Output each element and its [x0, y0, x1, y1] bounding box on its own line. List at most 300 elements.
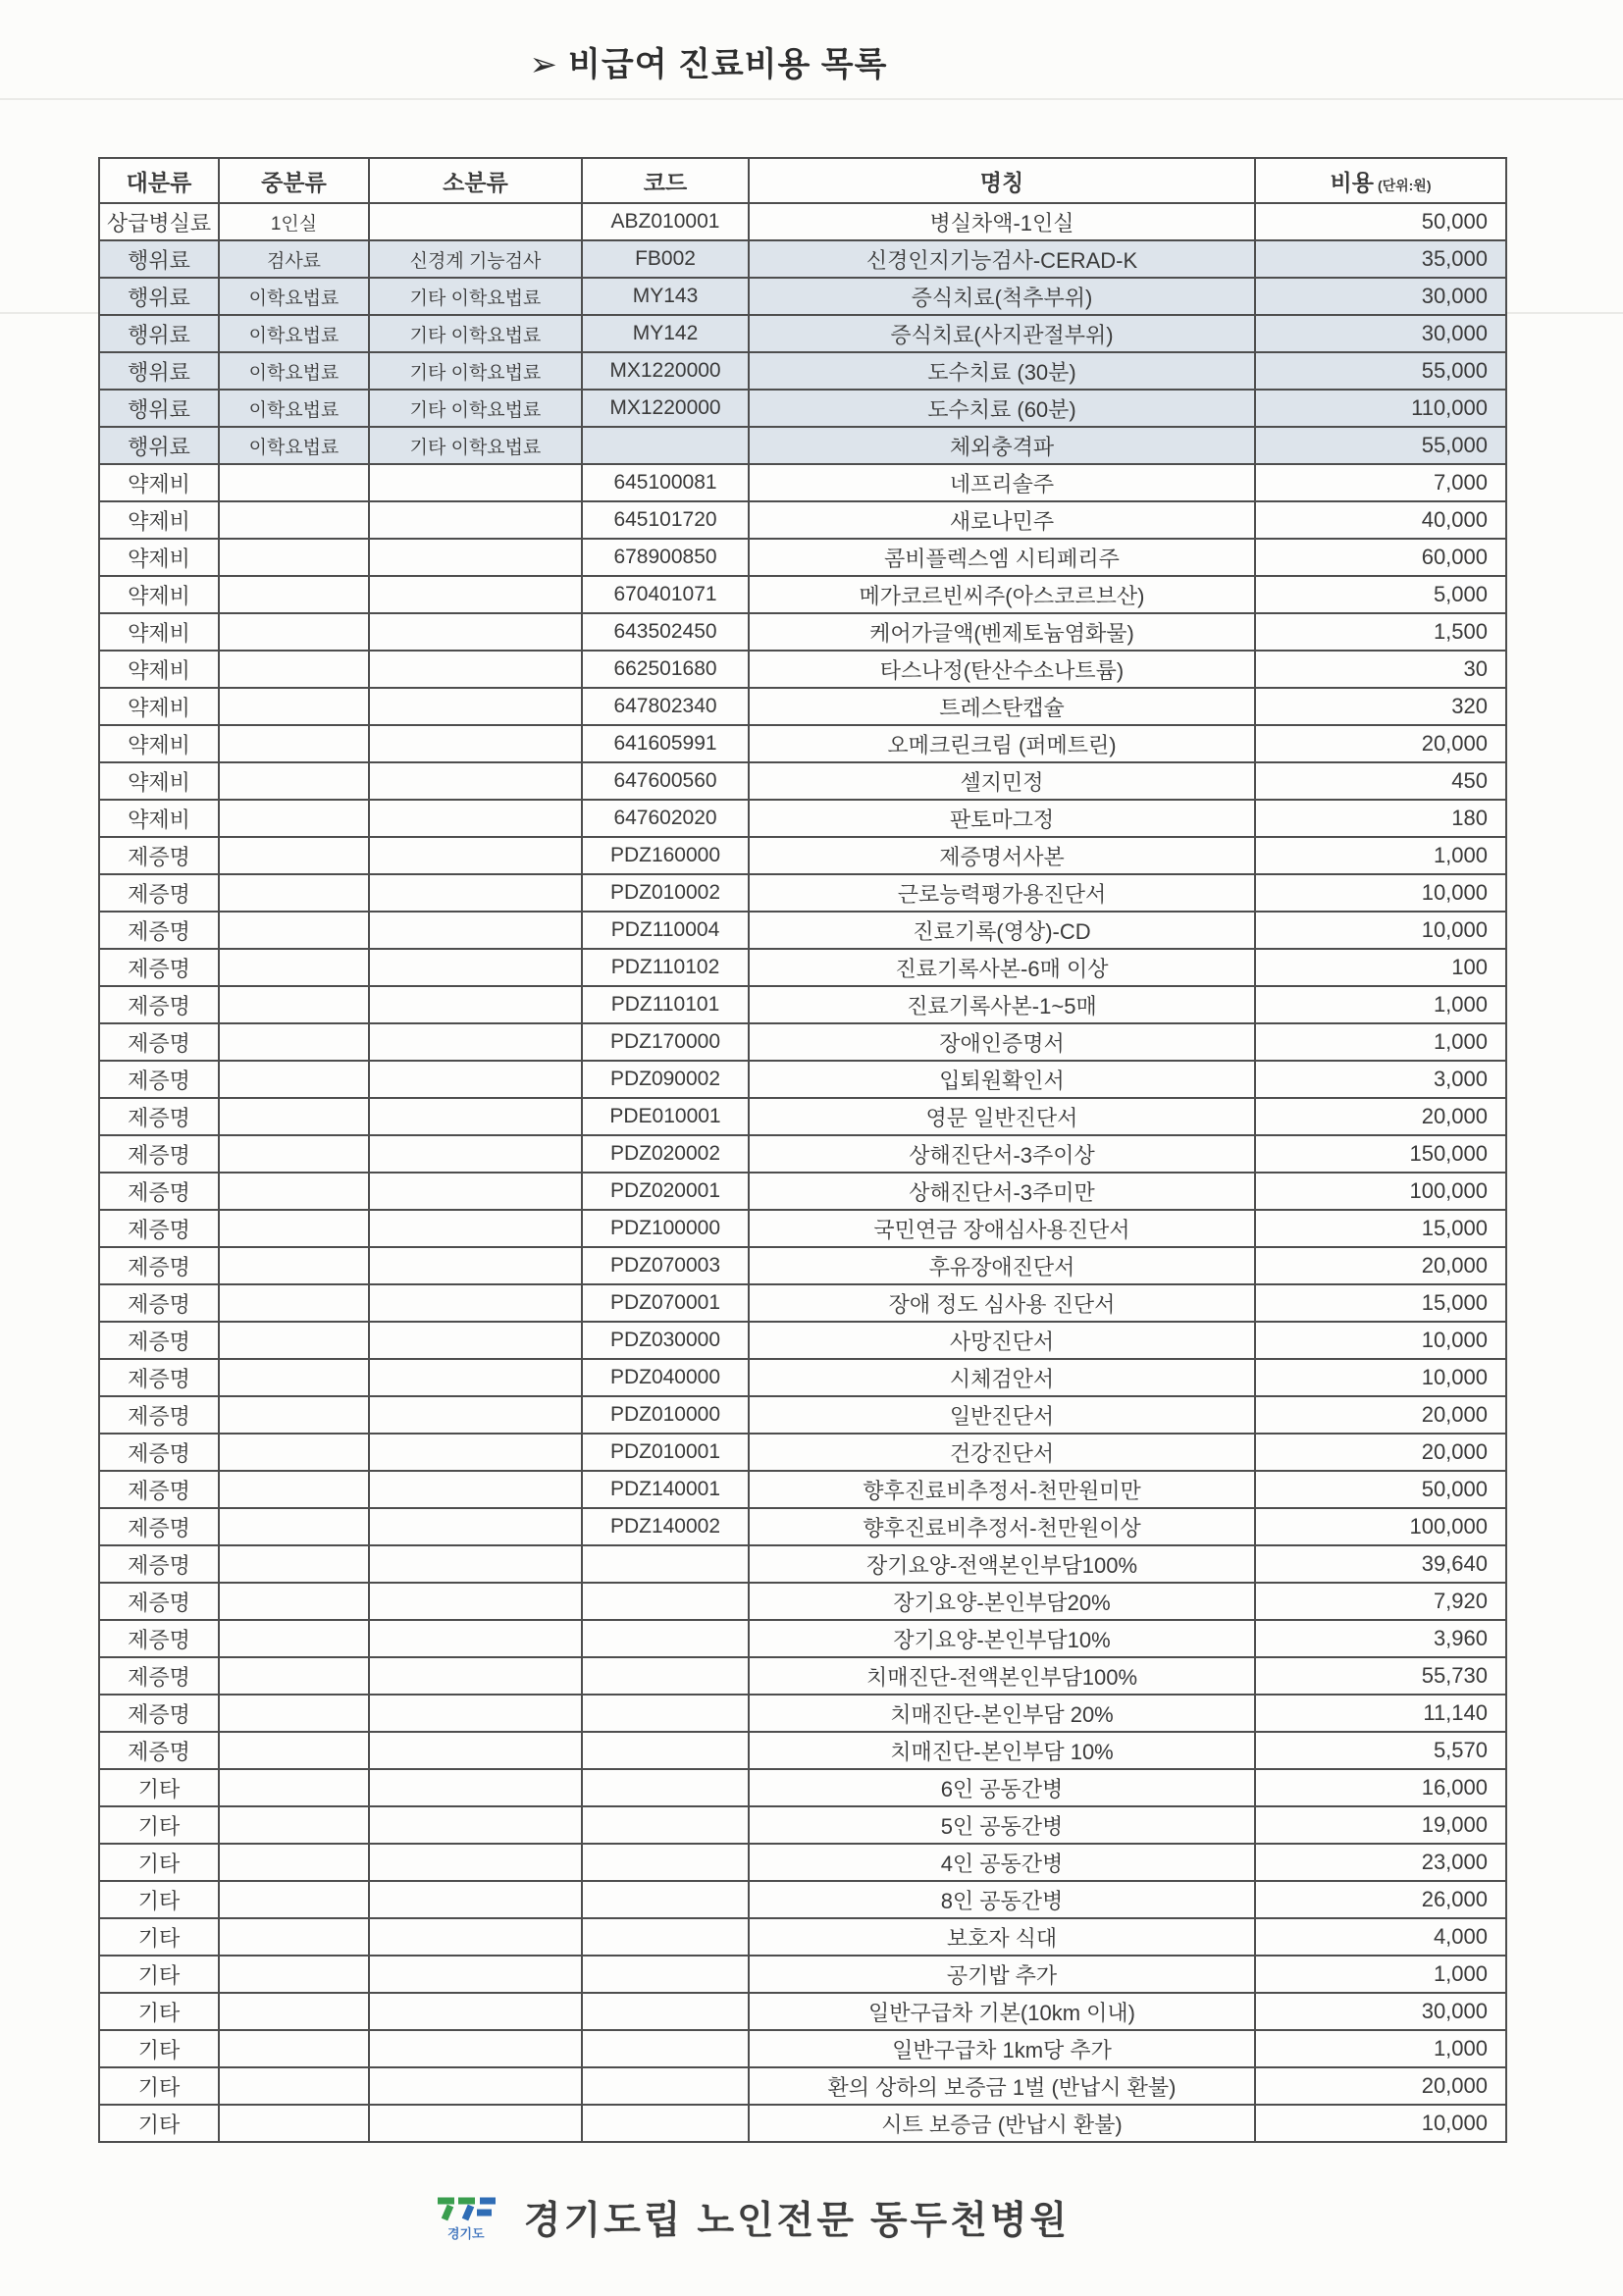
- cell-code: PDZ070001: [582, 1284, 749, 1322]
- cell-cost: 5,000: [1255, 576, 1506, 613]
- cell-category-sub: [369, 1657, 582, 1695]
- cell-category-major: 약제비: [99, 762, 219, 800]
- table-row: [99, 278, 1506, 315]
- cell-category-sub: [369, 1359, 582, 1396]
- header-code: 코드: [582, 158, 749, 203]
- cell-category-middle: [219, 539, 369, 576]
- cell-category-middle: [219, 912, 369, 949]
- cell-cost: 55,000: [1255, 427, 1506, 464]
- cell-category-major: 기타: [99, 1956, 219, 1993]
- cell-category-sub: [369, 1471, 582, 1508]
- cell-code: ABZ010001: [582, 203, 749, 240]
- cell-category-sub: 기타 이학요법료: [369, 427, 582, 464]
- cell-category-middle: [219, 1508, 369, 1545]
- cell-category-major: 제증명: [99, 1396, 219, 1434]
- cell-category-middle: 1인실: [219, 203, 369, 240]
- page-title: [0, 0, 1520, 85]
- cell-category-major: 약제비: [99, 464, 219, 501]
- cell-name: 상해진단서-3주미만: [749, 1173, 1255, 1210]
- cell-category-middle: [219, 1620, 369, 1657]
- table-row: [99, 1322, 1506, 1359]
- table-row: [99, 352, 1506, 390]
- hospital-name: 경기도립 노인전문 동두천병원: [523, 2200, 1071, 2242]
- cell-category-sub: [369, 986, 582, 1023]
- cell-category-middle: [219, 501, 369, 539]
- cell-category-middle: [219, 1583, 369, 1620]
- cell-cost: 1,000: [1255, 1023, 1506, 1061]
- cell-name: 5인 공동간병: [749, 1806, 1255, 1844]
- table-header-row: [99, 158, 1506, 203]
- cell-category-sub: [369, 1881, 582, 1918]
- table-row: [99, 1620, 1506, 1657]
- cell-name: 국민연금 장애심사용진단서: [749, 1210, 1255, 1247]
- cell-category-sub: [369, 874, 582, 912]
- table-row: [99, 576, 1506, 613]
- cell-cost: 30,000: [1255, 278, 1506, 315]
- cell-cost: 1,500: [1255, 613, 1506, 651]
- cell-name: 시체검안서: [749, 1359, 1255, 1396]
- cell-cost: 1,000: [1255, 837, 1506, 874]
- cell-name: 사망진단서: [749, 1322, 1255, 1359]
- table-row: [99, 986, 1506, 1023]
- cell-name: 치매진단-본인부담 10%: [749, 1732, 1255, 1769]
- table-row: [99, 2067, 1506, 2105]
- header-cost: 비용 (단위:원): [1255, 158, 1506, 203]
- cell-category-middle: [219, 1210, 369, 1247]
- cell-code: [582, 1583, 749, 1620]
- table-row: [99, 1359, 1506, 1396]
- cell-code: [582, 1956, 749, 1993]
- cell-cost: 100,000: [1255, 1173, 1506, 1210]
- cell-name: 제증명서사본: [749, 837, 1255, 874]
- cell-category-middle: [219, 1359, 369, 1396]
- cell-code: [582, 2067, 749, 2105]
- cell-code: PDZ010002: [582, 874, 749, 912]
- cell-category-sub: 기타 이학요법료: [369, 315, 582, 352]
- cell-category-sub: [369, 1844, 582, 1881]
- cell-code: PDZ110101: [582, 986, 749, 1023]
- cell-category-major: 기타: [99, 1844, 219, 1881]
- cell-category-major: 상급병실료: [99, 203, 219, 240]
- cell-name: 상해진단서-3주이상: [749, 1135, 1255, 1173]
- cell-category-middle: [219, 1247, 369, 1284]
- table-row: [99, 1061, 1506, 1098]
- cell-category-middle: [219, 1657, 369, 1695]
- table-row: [99, 912, 1506, 949]
- table-row: [99, 613, 1506, 651]
- cell-cost: 20,000: [1255, 1098, 1506, 1135]
- table-row: [99, 1545, 1506, 1583]
- cell-category-major: 제증명: [99, 837, 219, 874]
- cell-name: 증식치료(사지관절부위): [749, 315, 1255, 352]
- cell-category-sub: [369, 762, 582, 800]
- cell-category-sub: [369, 539, 582, 576]
- cell-category-sub: [369, 1396, 582, 1434]
- table-row: [99, 539, 1506, 576]
- cell-name: 입퇴원확인서: [749, 1061, 1255, 1098]
- cell-category-major: 제증명: [99, 1471, 219, 1508]
- cell-category-middle: 이학요법료: [219, 315, 369, 352]
- cell-name: 새로나민주: [749, 501, 1255, 539]
- table-body: [99, 203, 1506, 2142]
- cell-cost: 1,000: [1255, 1956, 1506, 1993]
- cell-category-middle: [219, 1918, 369, 1956]
- cell-code: PDZ010000: [582, 1396, 749, 1434]
- cell-name: 병실차액-1인실: [749, 203, 1255, 240]
- table-row: [99, 1657, 1506, 1695]
- cell-cost: 3,960: [1255, 1620, 1506, 1657]
- cell-cost: 320: [1255, 688, 1506, 725]
- cell-category-sub: [369, 837, 582, 874]
- cell-category-middle: 검사료: [219, 240, 369, 278]
- cell-code: 645101720: [582, 501, 749, 539]
- cell-cost: 10,000: [1255, 874, 1506, 912]
- cell-category-middle: [219, 2030, 369, 2067]
- table-row: [99, 1993, 1506, 2030]
- cell-category-sub: [369, 613, 582, 651]
- table-row: [99, 1918, 1506, 1956]
- cell-cost: 20,000: [1255, 725, 1506, 762]
- cell-category-sub: [369, 688, 582, 725]
- cell-category-middle: [219, 1173, 369, 1210]
- gyeonggi-logo-glyph: [436, 2196, 497, 2225]
- cell-category-major: 제증명: [99, 949, 219, 986]
- cell-cost: 1,000: [1255, 2030, 1506, 2067]
- cell-category-middle: [219, 651, 369, 688]
- cell-name: 환의 상하의 보증금 1벌 (반납시 환불): [749, 2067, 1255, 2105]
- table-row: [99, 949, 1506, 986]
- cell-category-major: 제증명: [99, 1657, 219, 1695]
- table-row: [99, 2105, 1506, 2142]
- cell-category-major: 제증명: [99, 1545, 219, 1583]
- cell-category-major: 약제비: [99, 539, 219, 576]
- cell-category-major: 제증명: [99, 1508, 219, 1545]
- cell-cost: 20,000: [1255, 2067, 1506, 2105]
- cell-code: PDZ030000: [582, 1322, 749, 1359]
- cell-category-major: 제증명: [99, 986, 219, 1023]
- cell-category-major: 기타: [99, 1881, 219, 1918]
- cell-category-sub: [369, 2067, 582, 2105]
- cell-code: PDZ110102: [582, 949, 749, 986]
- cell-category-major: 약제비: [99, 725, 219, 762]
- cell-cost: 10,000: [1255, 1359, 1506, 1396]
- cell-code: MY142: [582, 315, 749, 352]
- table-row: [99, 1508, 1506, 1545]
- cell-name: 장기요양-전액본인부담100%: [749, 1545, 1255, 1583]
- cell-category-sub: [369, 1918, 582, 1956]
- cell-cost: 15,000: [1255, 1210, 1506, 1247]
- table-row: [99, 1023, 1506, 1061]
- cell-category-major: 제증명: [99, 1732, 219, 1769]
- cell-name: 4인 공동간병: [749, 1844, 1255, 1881]
- cell-category-middle: [219, 800, 369, 837]
- cell-code: PDZ110004: [582, 912, 749, 949]
- cell-cost: 39,640: [1255, 1545, 1506, 1583]
- cell-code: PDZ070003: [582, 1247, 749, 1284]
- cell-category-sub: [369, 800, 582, 837]
- cell-category-sub: [369, 1247, 582, 1284]
- cell-category-major: 기타: [99, 2030, 219, 2067]
- cell-code: PDZ100000: [582, 1210, 749, 1247]
- cell-name: 향후진료비추정서-천만원이상: [749, 1508, 1255, 1545]
- cell-category-middle: [219, 725, 369, 762]
- cell-code: [582, 1806, 749, 1844]
- cell-category-major: 제증명: [99, 1322, 219, 1359]
- cell-cost: 10,000: [1255, 912, 1506, 949]
- cell-category-middle: [219, 1732, 369, 1769]
- cell-name: 진료기록사본-6매 이상: [749, 949, 1255, 986]
- cell-category-sub: 기타 이학요법료: [369, 352, 582, 390]
- cell-category-major: 제증명: [99, 1135, 219, 1173]
- cell-cost: 180: [1255, 800, 1506, 837]
- cell-name: 신경인지기능검사-CERAD-K: [749, 240, 1255, 278]
- cell-category-sub: [369, 576, 582, 613]
- cell-category-middle: [219, 1993, 369, 2030]
- cell-cost: 7,920: [1255, 1583, 1506, 1620]
- cell-category-middle: [219, 1135, 369, 1173]
- cell-cost: 10,000: [1255, 1322, 1506, 1359]
- cell-name: 시트 보증금 (반납시 환불): [749, 2105, 1255, 2142]
- cell-name: 도수치료 (60분): [749, 390, 1255, 427]
- cell-category-major: 제증명: [99, 1061, 219, 1098]
- cell-category-major: 행위료: [99, 240, 219, 278]
- cell-category-major: 기타: [99, 2067, 219, 2105]
- cell-category-major: 행위료: [99, 390, 219, 427]
- table-row: [99, 427, 1506, 464]
- table-row: [99, 725, 1506, 762]
- footer: [0, 2190, 1564, 2245]
- header-name: 명칭: [749, 158, 1255, 203]
- table-row: [99, 390, 1506, 427]
- page-title-text: 비급여 진료비용 목록: [568, 46, 888, 83]
- cell-name: 장애 정도 심사용 진단서: [749, 1284, 1255, 1322]
- cell-category-middle: [219, 1881, 369, 1918]
- cell-code: 678900850: [582, 539, 749, 576]
- cell-category-sub: [369, 1322, 582, 1359]
- table-row: [99, 315, 1506, 352]
- cell-code: [582, 1695, 749, 1732]
- cell-category-sub: [369, 1583, 582, 1620]
- table-row: [99, 203, 1506, 240]
- table-row: [99, 874, 1506, 912]
- cell-category-major: 제증명: [99, 1098, 219, 1135]
- cell-name: 8인 공동간병: [749, 1881, 1255, 1918]
- cell-cost: 40,000: [1255, 501, 1506, 539]
- cell-name: 영문 일반진단서: [749, 1098, 1255, 1135]
- fee-table: [98, 157, 1507, 2143]
- cell-category-middle: 이학요법료: [219, 390, 369, 427]
- cell-category-sub: [369, 2105, 582, 2142]
- cell-category-major: 제증명: [99, 1359, 219, 1396]
- cell-code: 645100081: [582, 464, 749, 501]
- cell-category-sub: 신경계 기능검사: [369, 240, 582, 278]
- cell-category-sub: [369, 1956, 582, 1993]
- cell-name: 치매진단-본인부담 20%: [749, 1695, 1255, 1732]
- cell-code: [582, 1918, 749, 1956]
- cell-cost: 50,000: [1255, 203, 1506, 240]
- gyeonggi-logo-icon: [436, 2196, 497, 2240]
- cell-category-major: 제증명: [99, 1434, 219, 1471]
- table-row: [99, 1247, 1506, 1284]
- cell-name: 근로능력평가용진단서: [749, 874, 1255, 912]
- cell-code: 647802340: [582, 688, 749, 725]
- cell-category-major: 약제비: [99, 576, 219, 613]
- cell-category-sub: 기타 이학요법료: [369, 390, 582, 427]
- cell-category-major: 제증명: [99, 874, 219, 912]
- cell-category-major: 제증명: [99, 1210, 219, 1247]
- cell-category-middle: [219, 576, 369, 613]
- cell-category-sub: [369, 1620, 582, 1657]
- cell-code: PDZ020002: [582, 1135, 749, 1173]
- cell-cost: 100: [1255, 949, 1506, 986]
- cell-category-major: 제증명: [99, 1620, 219, 1657]
- table-row: [99, 1695, 1506, 1732]
- cell-category-middle: [219, 1098, 369, 1135]
- cell-category-middle: [219, 1695, 369, 1732]
- cell-category-sub: [369, 1769, 582, 1806]
- cell-category-middle: [219, 1471, 369, 1508]
- logo-caption: 경기도: [446, 2225, 485, 2241]
- cell-category-middle: [219, 2105, 369, 2142]
- cell-category-middle: [219, 1806, 369, 1844]
- cell-cost: 20,000: [1255, 1396, 1506, 1434]
- cell-name: 네프리솔주: [749, 464, 1255, 501]
- cell-code: [582, 1545, 749, 1583]
- cell-code: PDZ020001: [582, 1173, 749, 1210]
- table-row: [99, 1173, 1506, 1210]
- cell-category-sub: [369, 912, 582, 949]
- cell-category-middle: [219, 949, 369, 986]
- cell-name: 증식치료(척추부위): [749, 278, 1255, 315]
- cell-category-sub: [369, 1695, 582, 1732]
- cell-code: 641605991: [582, 725, 749, 762]
- cell-cost: 4,000: [1255, 1918, 1506, 1956]
- cell-category-major: 기타: [99, 2105, 219, 2142]
- cell-category-sub: [369, 1545, 582, 1583]
- cell-category-sub: [369, 1173, 582, 1210]
- cell-name: 일반구급차 1km당 추가: [749, 2030, 1255, 2067]
- table-row: [99, 1284, 1506, 1322]
- cell-category-major: 기타: [99, 1806, 219, 1844]
- cell-code: 647600560: [582, 762, 749, 800]
- cell-code: PDE010001: [582, 1098, 749, 1135]
- cell-name: 타스나정(탄산수소나트륨): [749, 651, 1255, 688]
- cell-category-major: 기타: [99, 1918, 219, 1956]
- cell-cost: 20,000: [1255, 1247, 1506, 1284]
- cell-category-sub: [369, 2030, 582, 2067]
- cell-category-major: 기타: [99, 1769, 219, 1806]
- cell-cost: 55,730: [1255, 1657, 1506, 1695]
- cell-cost: 26,000: [1255, 1881, 1506, 1918]
- table-row: [99, 688, 1506, 725]
- cell-category-major: 제증명: [99, 1695, 219, 1732]
- cell-category-sub: [369, 1210, 582, 1247]
- table-row: [99, 651, 1506, 688]
- cell-category-middle: 이학요법료: [219, 352, 369, 390]
- cell-category-sub: [369, 1023, 582, 1061]
- cell-cost: 30: [1255, 651, 1506, 688]
- cell-category-middle: [219, 1396, 369, 1434]
- cell-category-middle: [219, 688, 369, 725]
- cell-category-middle: [219, 1956, 369, 1993]
- cell-code: MY143: [582, 278, 749, 315]
- cell-category-sub: [369, 501, 582, 539]
- cost-unit-label: (단위:원): [1377, 177, 1432, 193]
- cell-code: 643502450: [582, 613, 749, 651]
- cell-category-major: 제증명: [99, 1284, 219, 1322]
- table-row: [99, 2030, 1506, 2067]
- cell-cost: 3,000: [1255, 1061, 1506, 1098]
- cell-category-major: 행위료: [99, 352, 219, 390]
- cell-name: 장애인증명서: [749, 1023, 1255, 1061]
- cell-cost: 110,000: [1255, 390, 1506, 427]
- cell-cost: 15,000: [1255, 1284, 1506, 1322]
- cell-category-sub: [369, 1508, 582, 1545]
- cell-code: [582, 2030, 749, 2067]
- cell-category-sub: [369, 1284, 582, 1322]
- cell-name: 진료기록사본-1~5매: [749, 986, 1255, 1023]
- cell-name: 판토마그정: [749, 800, 1255, 837]
- cell-code: [582, 1844, 749, 1881]
- cell-name: 셀지민정: [749, 762, 1255, 800]
- cell-name: 6인 공동간병: [749, 1769, 1255, 1806]
- cell-category-sub: [369, 1098, 582, 1135]
- cell-code: 670401071: [582, 576, 749, 613]
- cell-category-middle: [219, 1434, 369, 1471]
- cell-cost: 23,000: [1255, 1844, 1506, 1881]
- scan-artifact-line: [0, 98, 1623, 100]
- cell-name: 치매진단-전액본인부담100%: [749, 1657, 1255, 1695]
- cell-code: 662501680: [582, 651, 749, 688]
- cell-category-middle: [219, 1023, 369, 1061]
- cell-cost: 1,000: [1255, 986, 1506, 1023]
- cell-code: [582, 2105, 749, 2142]
- cell-category-middle: [219, 986, 369, 1023]
- cell-code: [582, 1881, 749, 1918]
- cell-category-sub: [369, 1434, 582, 1471]
- cell-name: 콤비플렉스엠 시티페리주: [749, 539, 1255, 576]
- cell-cost: 450: [1255, 762, 1506, 800]
- cell-code: 647602020: [582, 800, 749, 837]
- table-row: [99, 1210, 1506, 1247]
- cell-name: 오메크린크림 (퍼메트린): [749, 725, 1255, 762]
- cell-category-major: 행위료: [99, 278, 219, 315]
- cell-code: [582, 1769, 749, 1806]
- cell-category-sub: [369, 1806, 582, 1844]
- cell-cost: 7,000: [1255, 464, 1506, 501]
- cell-cost: 150,000: [1255, 1135, 1506, 1173]
- cell-category-sub: [369, 203, 582, 240]
- cell-category-middle: [219, 762, 369, 800]
- cell-cost: 100,000: [1255, 1508, 1506, 1545]
- cell-code: PDZ140001: [582, 1471, 749, 1508]
- cell-category-major: 제증명: [99, 1247, 219, 1284]
- header-category-sub: 소분류: [369, 158, 582, 203]
- cell-name: 보호자 식대: [749, 1918, 1255, 1956]
- cell-category-major: 기타: [99, 1993, 219, 2030]
- cell-category-major: 제증명: [99, 912, 219, 949]
- table-row: [99, 800, 1506, 837]
- header-category-middle: 중분류: [219, 158, 369, 203]
- cell-category-middle: [219, 1322, 369, 1359]
- cell-code: PDZ140002: [582, 1508, 749, 1545]
- cell-category-major: 행위료: [99, 315, 219, 352]
- cell-cost: 30,000: [1255, 1993, 1506, 2030]
- cell-category-middle: [219, 1545, 369, 1583]
- cell-cost: 30,000: [1255, 315, 1506, 352]
- cell-category-major: 약제비: [99, 800, 219, 837]
- cell-category-middle: [219, 464, 369, 501]
